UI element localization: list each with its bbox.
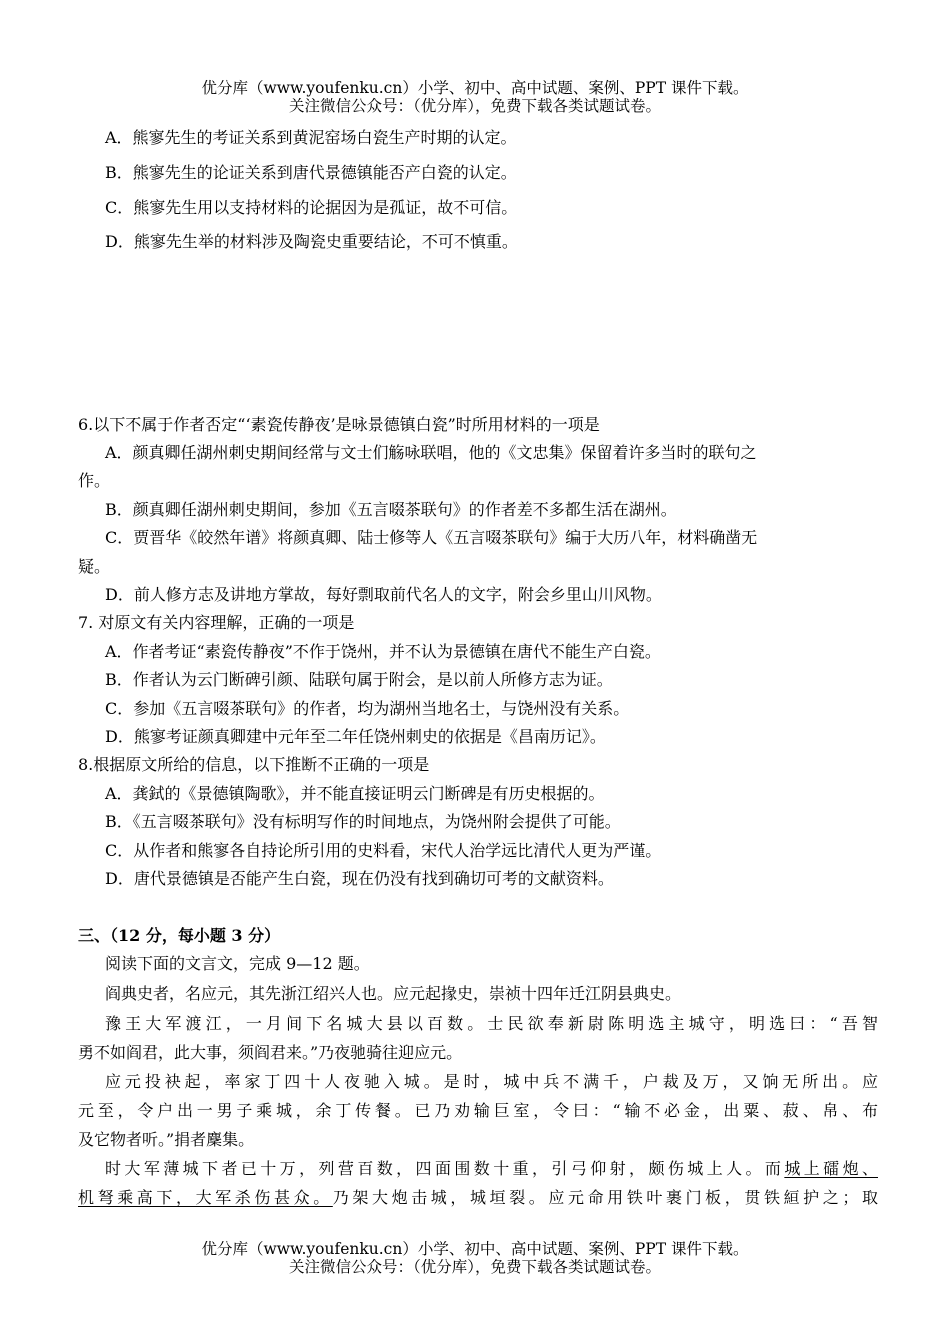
page-header xyxy=(0,79,950,115)
q7-option-a: A．作者考证“素瓷传静夜”不作于饶州，并不认为景德镇在唐代不能生产白瓷。 xyxy=(105,642,661,661)
q6-option-b: B．颜真卿任湖州刺史期间，参加《五言啜茶联句》的作者差不多都生活在湖州。 xyxy=(105,500,677,519)
q8-option-c: C．从作者和熊寥各自持论所引用的史料看，宋代人治学远比清代人更为严谨。 xyxy=(105,841,662,860)
page-footer xyxy=(0,1240,950,1276)
section-3-intro: 阅读下面的文言文，完成 9—12 题。 xyxy=(105,954,370,973)
footer-line-2: 关注微信公众号：（优分库），免费下载各类试题试卷。 xyxy=(288,1258,661,1276)
q7-option-b: B．作者认为云门断碑引颜、陆联句属于附会，是以前人所修方志为证。 xyxy=(105,670,613,689)
q5-option-a: A．熊寥先生的考证关系到黄泥窑场白瓷生产时期的认定。 xyxy=(105,128,517,147)
q6-option-c-line2: 疑。 xyxy=(78,557,111,576)
passage-paragraph-2-line1: 豫王大军渡江，一月间下名城大县以百数。士民欲奉新尉陈明选主城守，明选曰：“吾智 xyxy=(105,1014,878,1033)
q6-option-d: D．前人修方志及讲地方掌故，每好剽取前代名人的文字，附会乡里山川风物。 xyxy=(105,585,662,604)
header-line-2: 关注微信公众号：（优分库），免费下载各类试题试卷。 xyxy=(288,97,661,115)
footer-line-1: 优分库（www.youfenku.cn）小学、初中、高中试题、案例、PPT 课件下载。 xyxy=(201,1240,749,1258)
q5-option-b: B．熊寥先生的论证关系到唐代景德镇能否产白瓷的认定。 xyxy=(105,163,517,182)
q8-option-d: D．唐代景德镇是否能产生白瓷，现在仍没有找到确切可考的文献资料。 xyxy=(105,869,614,888)
section-3-title: 三、（12 分，每小题 3 分） xyxy=(78,926,281,945)
passage-paragraph-4-line2 xyxy=(78,1187,878,1209)
passage-paragraph-1: 阎典史者，名应元，其先浙江绍兴人也。应元起掾史，崇祯十四年迁江阴县典史。 xyxy=(105,984,682,1003)
passage-paragraph-3-line2: 元至，令户出一男子乘城，余丁传餐。已乃劝输巨室，令曰：“输不必金，出粟、菽、帛、布 xyxy=(78,1101,878,1120)
passage-paragraph-2-line2: 勇不如阎君，此大事，须阎君来。”乃夜驰骑往迎应元。 xyxy=(78,1043,463,1062)
q5-option-d: D．熊寥先生举的材料涉及陶瓷史重要结论，不可不慎重。 xyxy=(105,232,518,251)
passage-text: 乃架大炮击城，城垣裂。应元命用铁叶裹门板，贯铁絙护之；取 xyxy=(332,1188,878,1207)
q7-option-d: D．熊寥考证颜真卿建中元年至二年任饶州刺史的依据是《昌南历记》。 xyxy=(105,727,606,746)
q8-option-a: A．龚鉽的《景德镇陶歌》，并不能直接证明云门断碑是有历史根据的。 xyxy=(105,784,605,803)
q8-stem: 8.根据原文所给的信息，以下推断不正确的一项是 xyxy=(78,755,430,774)
passage-paragraph-4-line1 xyxy=(78,1158,878,1180)
passage-paragraph-3-line1: 应元投袂起，率家丁四十人夜驰入城。是时，城中兵不满千，户裁及万，又饷无所出。应 xyxy=(105,1072,878,1091)
q7-stem: 7. 对原文有关内容理解，正确的一项是 xyxy=(78,613,355,632)
passage-text: 时大军薄城下者已十万，列营百数，四面围数十重，引弓仰射，颇伤城上人。而 xyxy=(105,1159,785,1178)
q6-stem: 6.以下不属于作者否定“‘素瓷传静夜’是咏景德镇白瓷”时所用材料的一项是 xyxy=(78,415,600,434)
passage-paragraph-3-line3: 及它物者听。”捐者麇集。 xyxy=(78,1130,255,1149)
q6-option-c-line1: C．贾晋华《皎然年谱》将颜真卿、陆士修等人《五言啜茶联句》编于大历八年，材料确凿无 xyxy=(105,528,758,547)
q6-option-a-line1: A．颜真卿任湖州刺史期间经常与文士们觞咏联唱，他的《文忠集》保留着许多当时的联句之 xyxy=(105,443,757,462)
q6-option-a-line2: 作。 xyxy=(78,471,111,490)
q8-option-b: B．《五言啜茶联句》没有标明写作的时间地点，为饶州附会提供了可能。 xyxy=(105,812,621,831)
q7-option-c: C．参加《五言啜茶联句》的作者，均为湖州当地名士，与饶州没有关系。 xyxy=(105,699,630,718)
header-line-1: 优分库（www.youfenku.cn）小学、初中、高中试题、案例、PPT 课件下载。 xyxy=(201,79,749,97)
q5-option-c: C．熊寥先生用以支持材料的论据因为是孤证，故不可信。 xyxy=(105,198,518,217)
underlined-sentence-part2: 机弩乘高下，大军杀伤甚众。 xyxy=(78,1188,333,1207)
underlined-sentence-part1: 城上礌炮、 xyxy=(784,1159,878,1178)
